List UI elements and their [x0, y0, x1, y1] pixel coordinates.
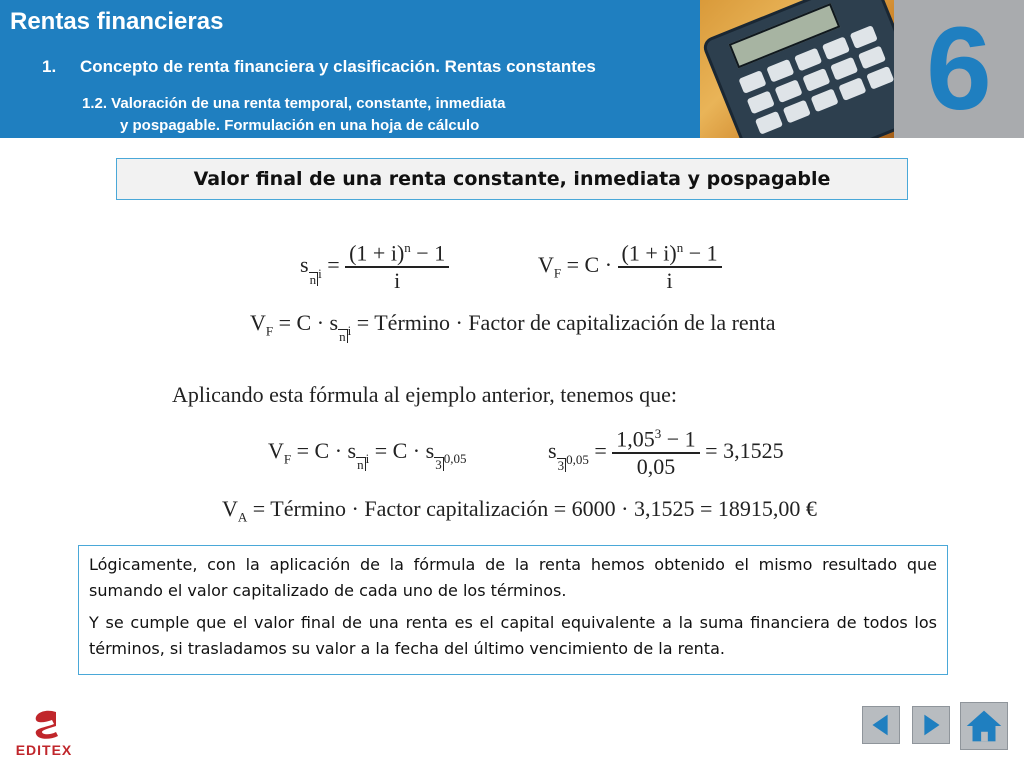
editex-logo: [8, 708, 80, 760]
calculator-photo: [700, 0, 894, 138]
formula-example-left: $V_F = C \cdot s_{n i} = C \cdot s_{3 0,05}$: [268, 438, 467, 473]
chapter-number: 6: [926, 3, 992, 135]
section-heading: [42, 57, 596, 77]
section-title: Concepto de renta financiera y clasificación. Rentas constantes: [80, 57, 596, 76]
arrow-right-icon: [913, 707, 949, 743]
formula-capitalization-factor: $V_F = C \cdot s_{n i}$ = Término · Factor de capitalización de la renta: [250, 310, 776, 345]
editex-logo-text: EDITEX: [15, 742, 73, 758]
subsection-line-1: 1.2. Valoración de una renta temporal, constante, inmediata: [82, 95, 506, 112]
formula-present-value: $V_A$ = Término · Factor capitalización = 6000 · 3,1525 = 18915,00 €: [222, 496, 817, 525]
explanation-paragraph-1: Lógicamente, con la aplicación de la fórmula de la renta hemos obtenido el mismo resultado que sumando el valor capitalizado de cada uno de los términos.: [89, 555, 937, 600]
chapter-badge: [894, 0, 1024, 138]
home-button[interactable]: [960, 702, 1008, 750]
formula-annuity-factor: $s_{n i}$ = $\frac{(1 + i)^n - 1}{i}$: [300, 240, 449, 294]
slide-title: Valor final de una renta constante, inmediata y pospagable: [116, 158, 908, 200]
section-number: 1.: [42, 57, 57, 76]
explanation-box: [78, 545, 948, 675]
formula-final-value: $V_F = C$ · $\frac{(1 + i)^n - 1}{i}$: [538, 240, 722, 294]
previous-button[interactable]: [862, 706, 900, 744]
home-icon: [961, 703, 1007, 749]
arrow-left-icon: [863, 707, 899, 743]
editex-logo-icon: [30, 708, 60, 742]
header-banner: [0, 0, 1024, 138]
page-title: Rentas financieras: [10, 8, 224, 35]
next-button[interactable]: [912, 706, 950, 744]
explanation-paragraph-2: Y se cumple que el valor final de una renta es el capital equivalente a la suma financiera de todos los términos, si trasladamos su valor a la fecha del último vencimiento de la renta.: [89, 613, 937, 658]
formula-area: [0, 230, 1024, 530]
formula-example-right: $s_{3 0,05}$ = $\frac{1,05^3 - 1}{0,05}$ = 3,1525: [548, 426, 784, 480]
subsection-line-2: y pospagable. Formulación en una hoja de cálculo: [120, 117, 480, 134]
applying-text: Aplicando esta fórmula al ejemplo anterior, tenemos que:: [172, 382, 677, 407]
subsection-heading: [82, 93, 505, 137]
calculator-image: [704, 0, 894, 138]
